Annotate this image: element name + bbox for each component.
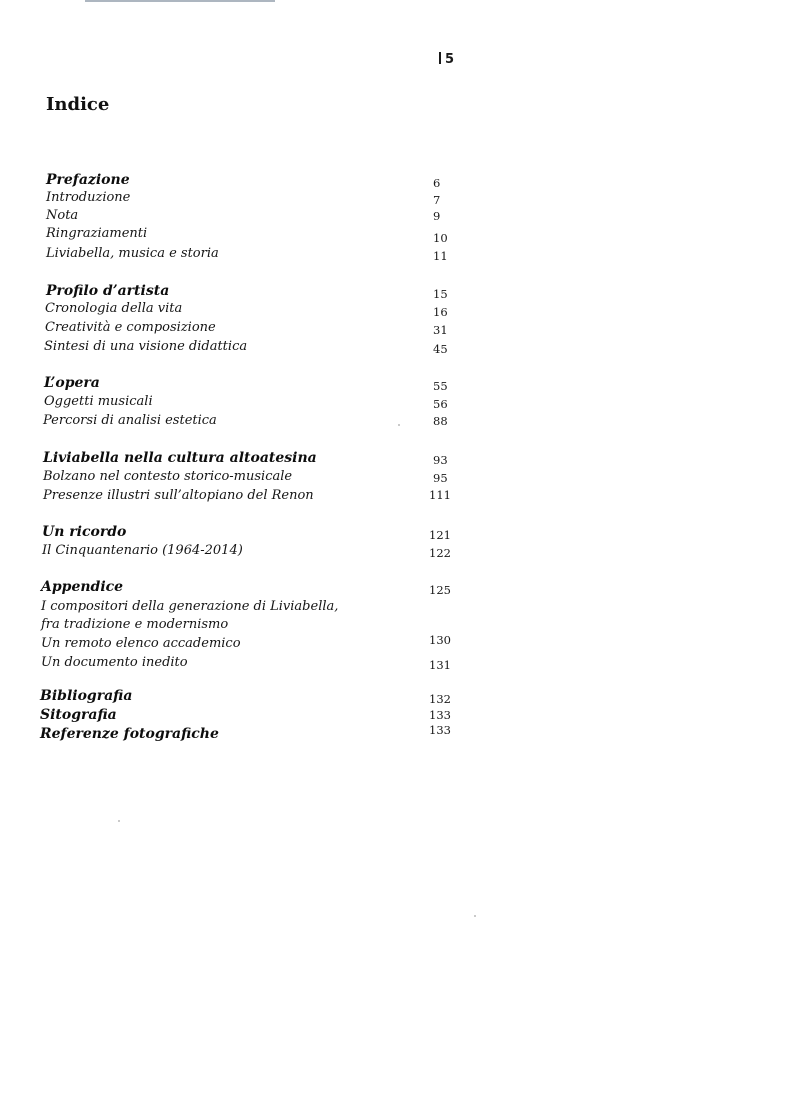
toc-entry [44,394,464,412]
toc-entry-page-number: 55 [433,379,448,393]
toc-entry-label: Un documento inedito [41,655,188,670]
toc-section-heading [40,707,460,725]
toc-entry-page-number: 130 [429,633,451,647]
toc-entry-label: Bibliografia [40,688,133,704]
toc-entry [46,190,466,208]
toc-entry [41,655,461,673]
toc-entry [45,320,465,338]
toc-entry-page-number: 7 [433,193,441,207]
toc-entry [46,208,466,226]
scan-speck [474,915,476,917]
toc-entry-label: Sitografia [40,707,117,723]
toc-entry-page-number: 16 [433,305,448,319]
toc-entry-page-number: 122 [429,546,451,560]
toc-entry-page-number: 133 [429,723,451,737]
toc-section-heading [46,283,466,301]
toc-entry-page-number: 88 [433,414,448,428]
toc-entry-label: Appendice [41,579,124,595]
page-number [439,52,455,67]
toc-entry-label: Creatività e composizione [45,320,216,335]
scan-edge-mark [85,0,275,2]
toc-entry-page-number: 31 [433,323,448,337]
toc-entry-label: Bolzano nel contesto storico-musicale [43,469,293,484]
toc-entry [45,301,465,319]
toc-entry-label: Profilo d’artista [46,283,170,299]
toc-entry-label: fra tradizione e modernismo [41,617,229,632]
toc-section-heading [40,688,460,706]
toc-entry [41,617,461,635]
toc-entry-label: Nota [46,208,79,223]
toc-entry-page-number: 45 [433,342,448,356]
toc-entry-label: I compositori della generazione di Liviabella, [41,599,339,614]
toc-entry-page-number: 125 [429,583,451,597]
toc-entry-page-number: 6 [433,176,441,190]
toc-entry-page-number: 132 [429,692,451,706]
toc-entry [44,339,464,357]
toc-entry-label: Il Cinquantenario (1964-2014) [42,543,243,558]
toc-entry-page-number: 93 [433,453,448,467]
page-number-bar [439,52,441,64]
toc-entry-label: Presenze illustri sull’altopiano del Renon [43,488,314,503]
toc-entry-label: Ringraziamenti [46,226,148,241]
toc-entry-label: Cronologia della vita [45,301,183,316]
toc-entry [46,246,466,264]
toc-entry-label: Prefazione [46,172,130,188]
toc-entry [41,599,461,617]
toc-entry-label: Liviabella nella cultura altoatesina [43,450,317,466]
toc-entry [41,636,461,654]
scan-speck [398,424,400,426]
toc-entry [43,469,463,487]
toc-entry-page-number: 11 [433,249,448,263]
toc-entry-page-number: 15 [433,287,448,301]
toc-entry-page-number: 121 [429,528,451,542]
toc-entry-page-number: 56 [433,397,448,411]
toc-entry-label: Oggetti musicali [44,394,153,409]
toc-entry-label: Sintesi di una visione didattica [44,339,248,354]
toc-entry-page-number: 131 [429,658,451,672]
toc-entry-page-number: 10 [433,231,448,245]
toc-entry-label: Referenze fotografiche [40,726,219,742]
toc-entry-label: L’opera [44,375,100,391]
toc-entry-page-number: 95 [433,471,448,485]
scan-speck [118,820,120,822]
toc-entry [43,413,463,431]
toc-entry [43,488,463,506]
toc-entry-page-number: 133 [429,708,451,722]
toc-entry-label: Un remoto elenco accademico [41,636,241,651]
toc-section-heading [41,579,461,597]
toc-section-heading [40,726,460,744]
toc-entry-page-number: 111 [429,488,451,502]
page-number-value: 5 [445,52,456,67]
page-title: Indice [46,94,110,115]
toc-section-heading [44,375,464,393]
toc-section-heading [46,172,466,190]
toc-entry-label: Liviabella, musica e storia [46,246,219,261]
toc-section-heading [43,450,463,468]
toc-entry-label: Percorsi di analisi estetica [43,413,217,428]
toc-entry-label: Introduzione [46,190,131,205]
toc-entry-page-number: 9 [433,209,441,223]
toc-entry [42,543,462,561]
toc-section-heading [42,524,462,542]
toc-entry [46,226,466,244]
toc-entry-label: Un ricordo [42,524,127,540]
